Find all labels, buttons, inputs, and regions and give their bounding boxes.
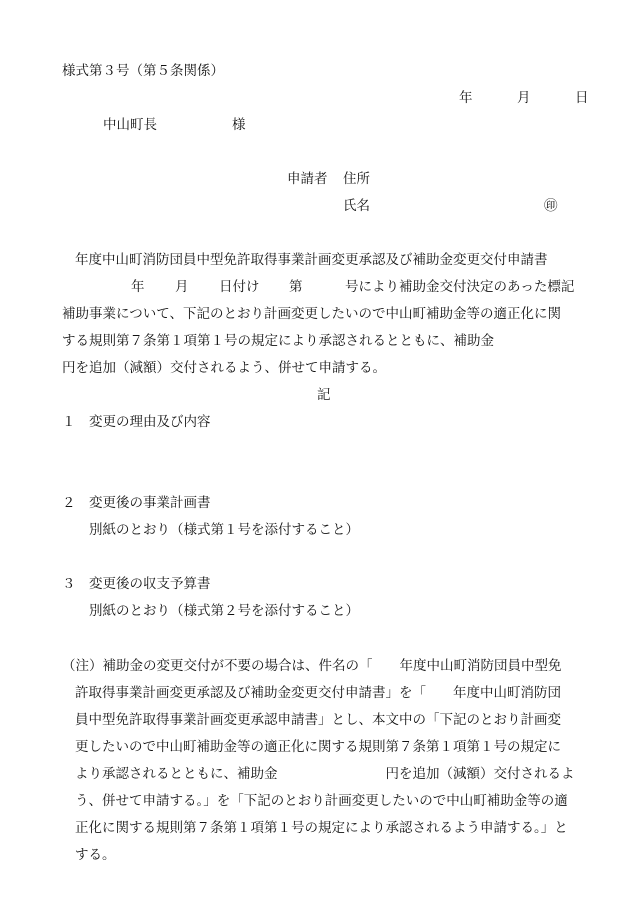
ki-heading: 記 — [317, 387, 331, 403]
body-line2: 補助事業について、下記のとおり計画変更したいので中山町補助金等の適正化に関 — [62, 306, 561, 322]
body-line1-dai: 第 — [289, 279, 303, 295]
note-line6: う、併せて申請する。」を「下記のとおり計画変更したいので中山町補助金等の適 — [75, 793, 568, 809]
body-line1-dated: 日付け — [219, 279, 260, 295]
note-line5: より承認されるとともに、補助金 円を追加（減額）交付されるよ — [75, 766, 575, 782]
date-month: 月 — [517, 90, 531, 106]
date-day: 日 — [575, 90, 589, 106]
applicant-label: 申請者 — [287, 171, 328, 187]
document-title: 年度中山町消防団員中型免許取得事業計画変更承認及び補助金変更交付申請書 — [75, 252, 548, 268]
item-3-title: 変更後の収支予算書 — [89, 576, 211, 592]
form-label: 様式第３号（第５条関係） — [62, 63, 224, 79]
item-3-number: ３ — [62, 576, 76, 592]
item-2-number: ２ — [62, 495, 76, 511]
seal-mark: ㊞ — [544, 198, 558, 214]
body-line4: 円を追加（減額）交付されるよう、併せて申請する。 — [62, 360, 386, 376]
addressee-honorific: 様 — [232, 117, 246, 133]
note-line7: 正化に関する規則第７条第１項第１号の規定により承認されるよう申請する。」と — [75, 820, 568, 836]
note-line4: 更したいので中山町補助金等の適正化に関する規則第７条第１項第１号の規定に — [75, 739, 561, 755]
body-line1-rest: 号により補助金交付決定のあった標記 — [345, 279, 575, 295]
applicant-name-label: 氏名 — [343, 198, 370, 214]
body-line3: する規則第７条第１項第１号の規定により承認されるとともに、補助金 — [62, 333, 494, 349]
item-2-title: 変更後の事業計画書 — [89, 495, 211, 511]
note-line3: 員中型免許取得事業計画変更承認申請書」とし、本文中の「下記のとおり計画変 — [75, 712, 561, 728]
item-1-title: 変更の理由及び内容 — [89, 414, 211, 430]
item-3-detail: 別紙のとおり（様式第２号を添付すること） — [89, 603, 359, 619]
date-year: 年 — [459, 90, 473, 106]
applicant-address-label: 住所 — [343, 171, 370, 187]
note-line8: する。 — [75, 847, 116, 863]
item-1-number: １ — [62, 414, 76, 430]
body-line1-year: 年 — [131, 279, 145, 295]
note-line1: （注）補助金の変更交付が不要の場合は、件名の「 年度中山町消防団員中型免 — [62, 658, 562, 674]
note-line2: 許取得事業計画変更承認及び補助金変更交付申請書」を「 年度中山町消防団 — [75, 685, 561, 701]
addressee-name: 中山町長 — [103, 117, 157, 133]
body-line1-month: 月 — [175, 279, 189, 295]
item-2-detail: 別紙のとおり（様式第１号を添付すること） — [89, 522, 359, 538]
